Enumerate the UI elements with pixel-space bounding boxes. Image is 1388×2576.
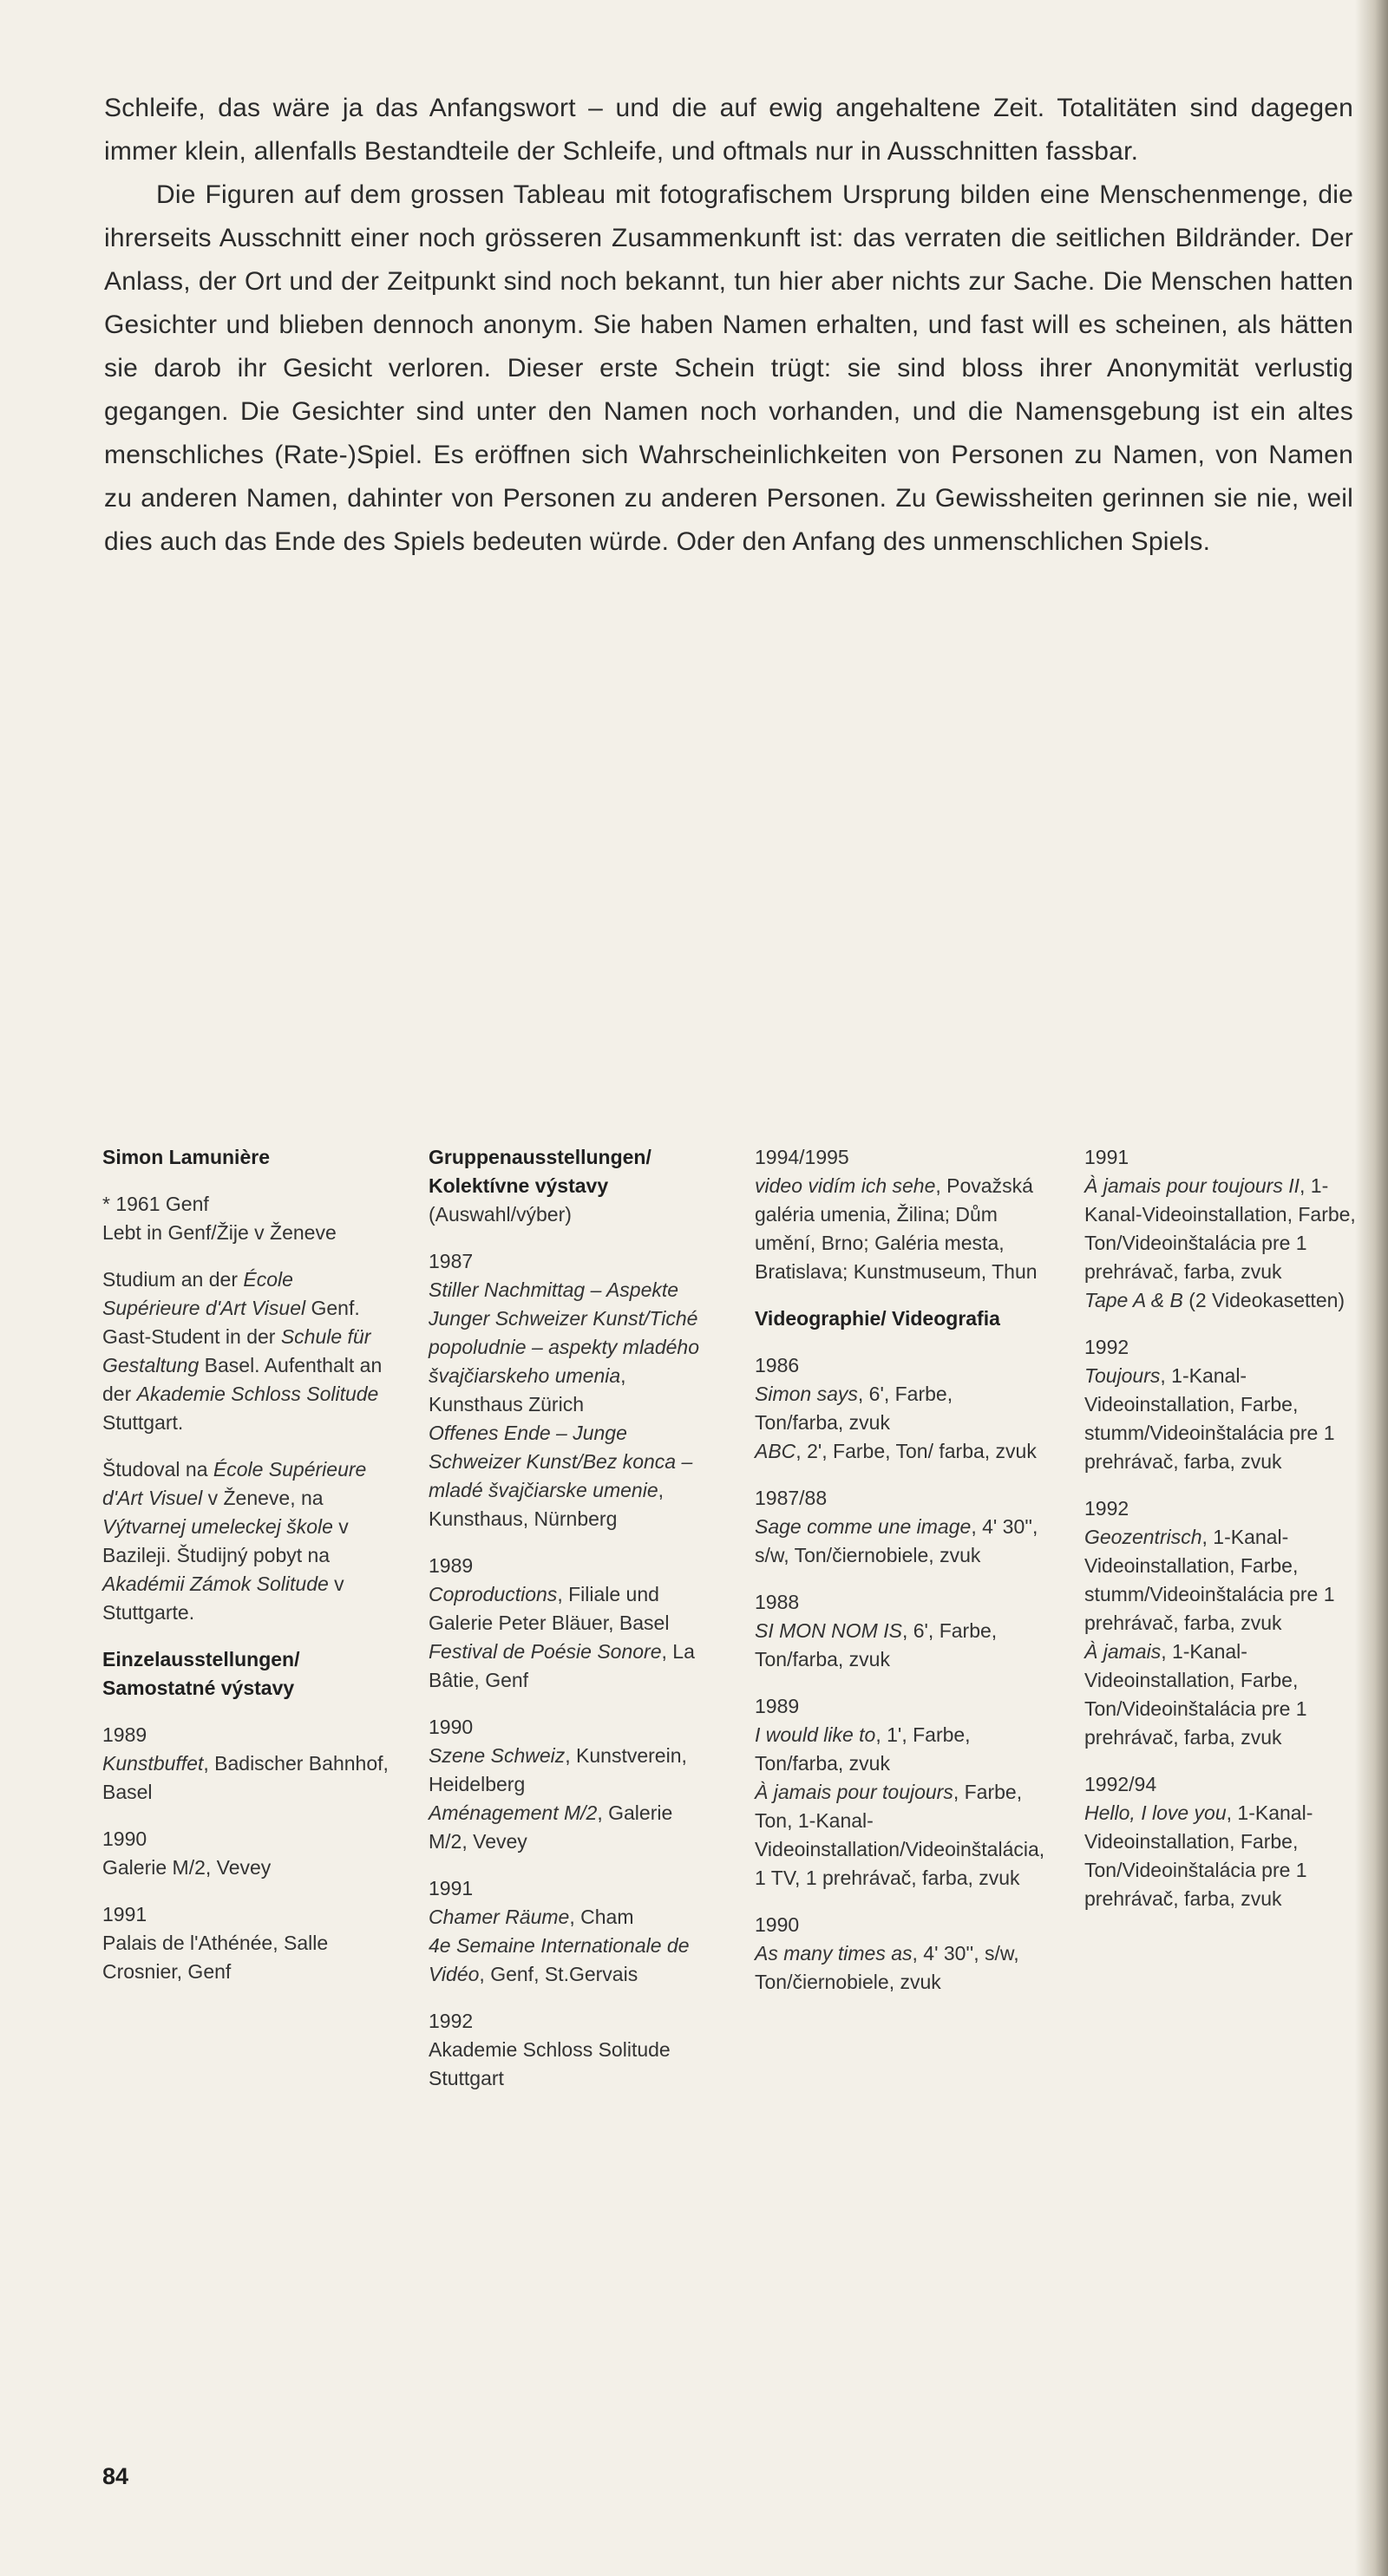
venue: , Kunsthaus, Nürnberg: [429, 1479, 665, 1530]
exhibition-title: Offenes Ende – Junge Schweizer Kunst/Bez konca – mladé švajčiarske umenie: [429, 1422, 693, 1501]
entry-text: [429, 1419, 715, 1533]
text: Stuttgart.: [102, 1411, 184, 1434]
year: 1989: [429, 1554, 474, 1577]
video-details: , 4' 30'', s/w, Ton/čiernobiele, zvuk: [755, 1942, 1019, 1993]
entry-text: [755, 1617, 1041, 1674]
intro-text: [104, 87, 1353, 564]
exhibition-title: Coproductions: [429, 1583, 558, 1605]
school-name: Schule für Gestaltung: [102, 1325, 371, 1376]
video-details: , 1-Kanal-Videoinstallation, Farbe, Ton/Videoinštalácia pre 1 prehrávač, farba, zvuk: [1084, 1801, 1313, 1910]
group-heading-block: [429, 1143, 715, 1229]
venue: , Badischer Bahnhof, Basel: [102, 1752, 389, 1803]
exhibition-title: Szene Schweiz: [429, 1744, 566, 1767]
exhibition-title: Chamer Räume: [429, 1906, 570, 1928]
year: 1992: [429, 2010, 474, 2032]
video-title: À jamais pour toujours II: [1084, 1174, 1300, 1197]
text: Studium an der: [102, 1268, 244, 1291]
entry-text: [755, 1721, 1041, 1778]
year: 1991: [102, 1903, 147, 1925]
school-name: Výtvarnej umeleckej škole: [102, 1515, 333, 1538]
venue: , Filiale und Galerie Peter Bläuer, Basel: [429, 1583, 670, 1634]
solo-entry: [102, 1825, 389, 1882]
video-title: Geozentrisch: [1084, 1526, 1202, 1548]
year-group: [1084, 1770, 1371, 1913]
text: Basel. Aufenthalt an der: [102, 1354, 383, 1405]
year: 1990: [102, 1827, 147, 1850]
year-group: [755, 1351, 1041, 1466]
exhibition-title: 4e Semaine Internationale de Vidéo: [429, 1934, 690, 1985]
year: 1989: [755, 1695, 800, 1717]
video-details: , Farbe, Ton, 1-Kanal-Videoinstallation/Videoinštalácia, 1 TV, 1 prehrávač, farba, zvuk: [755, 1781, 1045, 1889]
year-group: [1084, 1333, 1371, 1476]
page-number: 84: [102, 2463, 129, 2489]
school-name: Akademie Schloss Solitude: [136, 1383, 379, 1405]
birth-line: * 1961 Genf: [102, 1193, 209, 1215]
entry-text: [1084, 1286, 1371, 1315]
entry-text: [429, 1742, 715, 1799]
artist-name: Simon Lamunière: [102, 1146, 270, 1168]
text: v Stuttgarte.: [102, 1572, 344, 1624]
venue: , Kunstverein, Heidelberg: [429, 1744, 687, 1795]
year: 1991: [429, 1877, 474, 1899]
year-group: [755, 1484, 1041, 1570]
videography-column: [755, 1143, 1045, 2015]
intro-paragraph-1: Schleife, das wäre ja das Anfangswort – und die auf ewig angehaltene Zeit. Totalitäten sind dagegen immer klein, allenfalls Bestandteile der Schleife, und oftmals nur in Ausschnitten fassbar.: [104, 94, 1353, 166]
venue: , Cham: [569, 1906, 634, 1928]
venue: , La Bâtie, Genf: [429, 1640, 695, 1691]
school-name: Akadémii Zámok Solitude: [102, 1572, 329, 1595]
text: v Ženeve, na: [202, 1487, 324, 1509]
video-details: , 1-Kanal-Videoinstallation, Farbe, Ton/Videoinštalácia pre 1 prehrávač, farba, zvuk: [1084, 1640, 1307, 1749]
group-exhibitions-column: [429, 1143, 715, 2111]
year-group: [1084, 1143, 1371, 1315]
entry-text: [429, 1932, 715, 1989]
text: v Bazileji. Študijný pobyt na: [102, 1515, 349, 1566]
year: 1991: [1084, 1146, 1129, 1168]
text: Genf. Gast-Student in der: [102, 1297, 360, 1348]
entry-text: [755, 1513, 1041, 1570]
year-group: [429, 2007, 715, 2093]
year: 1986: [755, 1354, 800, 1376]
entry-text: [429, 1799, 715, 1856]
entry-text: [429, 1903, 715, 1932]
study-sk: [102, 1455, 389, 1627]
entry-text: [102, 1749, 389, 1807]
entry-text: [429, 1276, 715, 1419]
video-details: , 6', Farbe, Ton/farba, zvuk: [755, 1619, 998, 1670]
year: 1992/94: [1084, 1773, 1157, 1795]
year-group: [429, 1713, 715, 1856]
video-title: SI MON NOM IS: [755, 1619, 902, 1642]
study-de: [102, 1265, 389, 1437]
entry-text: [755, 1778, 1045, 1893]
entry-text: [755, 1172, 1041, 1286]
solo-exhibitions-heading: Einzelausstellungen/ Samostatné výstavy: [102, 1648, 300, 1699]
venue: Palais de l'Athénée, Salle Crosnier, Genf: [102, 1932, 329, 1983]
video-title: Hello, I love you: [1084, 1801, 1227, 1824]
year: 1992: [1084, 1336, 1129, 1358]
solo-entry: [102, 1721, 389, 1807]
entry-text: [1084, 1362, 1371, 1476]
entry-text: [429, 1638, 715, 1695]
venue: , Kunsthaus Zürich: [429, 1364, 626, 1415]
year: 1987/88: [755, 1487, 828, 1509]
video-title: Tape A & B: [1084, 1289, 1183, 1311]
year: 1987: [429, 1250, 474, 1272]
venue: , Galerie M/2, Vevey: [429, 1801, 673, 1853]
entry-text: [1084, 1172, 1371, 1286]
year: 1992: [1084, 1497, 1129, 1520]
school-name: École Supérieure d'Art Visuel: [102, 1458, 367, 1509]
entry-text: [429, 1580, 715, 1638]
video-details: , 1-Kanal-Videoinstallation, Farbe, Ton/Videoinštalácia pre 1 prehrávač, farba, zvuk: [1084, 1174, 1356, 1283]
entry-text: [755, 1380, 1041, 1437]
video-details: , 1', Farbe, Ton/farba, zvuk: [755, 1723, 971, 1775]
year: 1994/1995: [755, 1146, 849, 1168]
school-name: École Supérieure d'Art Visuel: [102, 1268, 306, 1319]
videography-column-continued: [1084, 1143, 1371, 1932]
solo-entry: [102, 1900, 389, 1986]
bio-basic: [102, 1190, 389, 1247]
exhibition-title: Stiller Nachmittag – Aspekte Junger Schweizer Kunst/Tiché popoludnie – aspekty mladého švajčiarskeho umenia: [429, 1278, 700, 1387]
video-title: I would like to: [755, 1723, 876, 1746]
year-group: [755, 1911, 1041, 1997]
venue: , Považská galéria umenia, Žilina; Dům umění, Brno; Galéria mesta, Bratislava; Kunstmuseum, Thun: [755, 1174, 1038, 1283]
year: 1990: [429, 1716, 474, 1738]
video-details: , 2', Farbe, Ton/ farba, zvuk: [795, 1440, 1037, 1462]
entry-text: [755, 1939, 1041, 1997]
video-details: , 6', Farbe, Ton/farba, zvuk: [755, 1383, 953, 1434]
text: Študoval na: [102, 1458, 213, 1481]
videography-heading: Videographie/ Videografia: [755, 1307, 1000, 1330]
video-title: À jamais pour toujours: [755, 1781, 953, 1803]
bio-column: [102, 1143, 389, 2004]
year-group: [755, 1143, 1041, 1286]
year: 1989: [102, 1723, 147, 1746]
exhibition-title: Kunstbuffet: [102, 1752, 204, 1775]
year-group: [755, 1692, 1045, 1893]
year-group: [429, 1247, 715, 1533]
video-title: Sage comme une image: [755, 1515, 972, 1538]
year-group: [755, 1588, 1041, 1674]
video-details: , 1-Kanal-Videoinstallation, Farbe, stumm/Videoinštalácia pre 1 prehrávač, farba, zvuk: [1084, 1526, 1335, 1634]
lives-line: Lebt in Genf/Žije v Ženeve: [102, 1221, 337, 1244]
entry-text: [1084, 1523, 1371, 1638]
video-title: As many times as: [755, 1942, 913, 1965]
year: 1990: [755, 1913, 800, 1936]
selection-note: (Auswahl/výber): [429, 1203, 572, 1226]
year: 1988: [755, 1591, 800, 1613]
exhibition-title: Festival de Poésie Sonore: [429, 1640, 662, 1663]
exhibition-title: Aménagement M/2: [429, 1801, 598, 1824]
entry-text: [755, 1437, 1041, 1466]
video-title: Simon says: [755, 1383, 858, 1405]
intro-paragraph-2: Die Figuren auf dem grossen Tableau mit fotografischem Ursprung bilden eine Menschenmenge, die ihrerseits Ausschnitt einer noch grösseren Zusammenkunft ist: das verraten die seitlichen Bildränder. Der Anlass, der Ort und der Zeitpunkt sind noch bekannt, tun hier aber nichts zur Sache. Die Menschen hatten Gesichter und blieben dennoch anonym. Sie haben Namen erhalten, und fast will es scheinen, als hätten sie darob ihr Gesicht verloren. Dieser erste Schein trügt: sie sind bloss ihrer Anonymität verlustig gegangen. Die Gesichter sind unter den Namen noch vorhanden, und die Namensgebung ist ein altes menschliches (Rate-)Spiel. Es eröffnen sich Wahrscheinlichkeiten von Personen zu Namen, von Namen zu anderen Namen, dahinter von Personen zu anderen Personen. Zu Gewissheiten gerinnen sie nie, weil dies auch das Ende des Spiels bedeuten würde. Oder den Anfang des unmenschlichen Spiels.: [104, 180, 1353, 556]
exhibition-title: video vidím ich sehe: [755, 1174, 936, 1197]
venue: Akademie Schloss Solitude Stuttgart: [429, 2038, 671, 2089]
year-group: [429, 1552, 715, 1695]
video-details: (2 Videokasetten): [1182, 1289, 1345, 1311]
venue: , Genf, St.Gervais: [479, 1963, 638, 1985]
entry-text: [1084, 1799, 1371, 1913]
video-details: , 1-Kanal-Videoinstallation, Farbe, stumm/Videoinštalácia pre 1 prehrávač, farba, zvuk: [1084, 1364, 1335, 1473]
video-details: , 4' 30'', s/w, Ton/čiernobiele, zvuk: [755, 1515, 1038, 1566]
year-group: [429, 1874, 715, 1989]
video-title: ABC: [755, 1440, 796, 1462]
year-group: [1084, 1494, 1371, 1752]
entry-text: [1084, 1638, 1371, 1752]
venue: Galerie M/2, Vevey: [102, 1856, 272, 1879]
video-title: Toujours: [1084, 1364, 1161, 1387]
video-title: À jamais: [1084, 1640, 1162, 1663]
group-exhibitions-heading: Gruppenausstellungen/ Kolektívne výstavy: [429, 1146, 651, 1197]
